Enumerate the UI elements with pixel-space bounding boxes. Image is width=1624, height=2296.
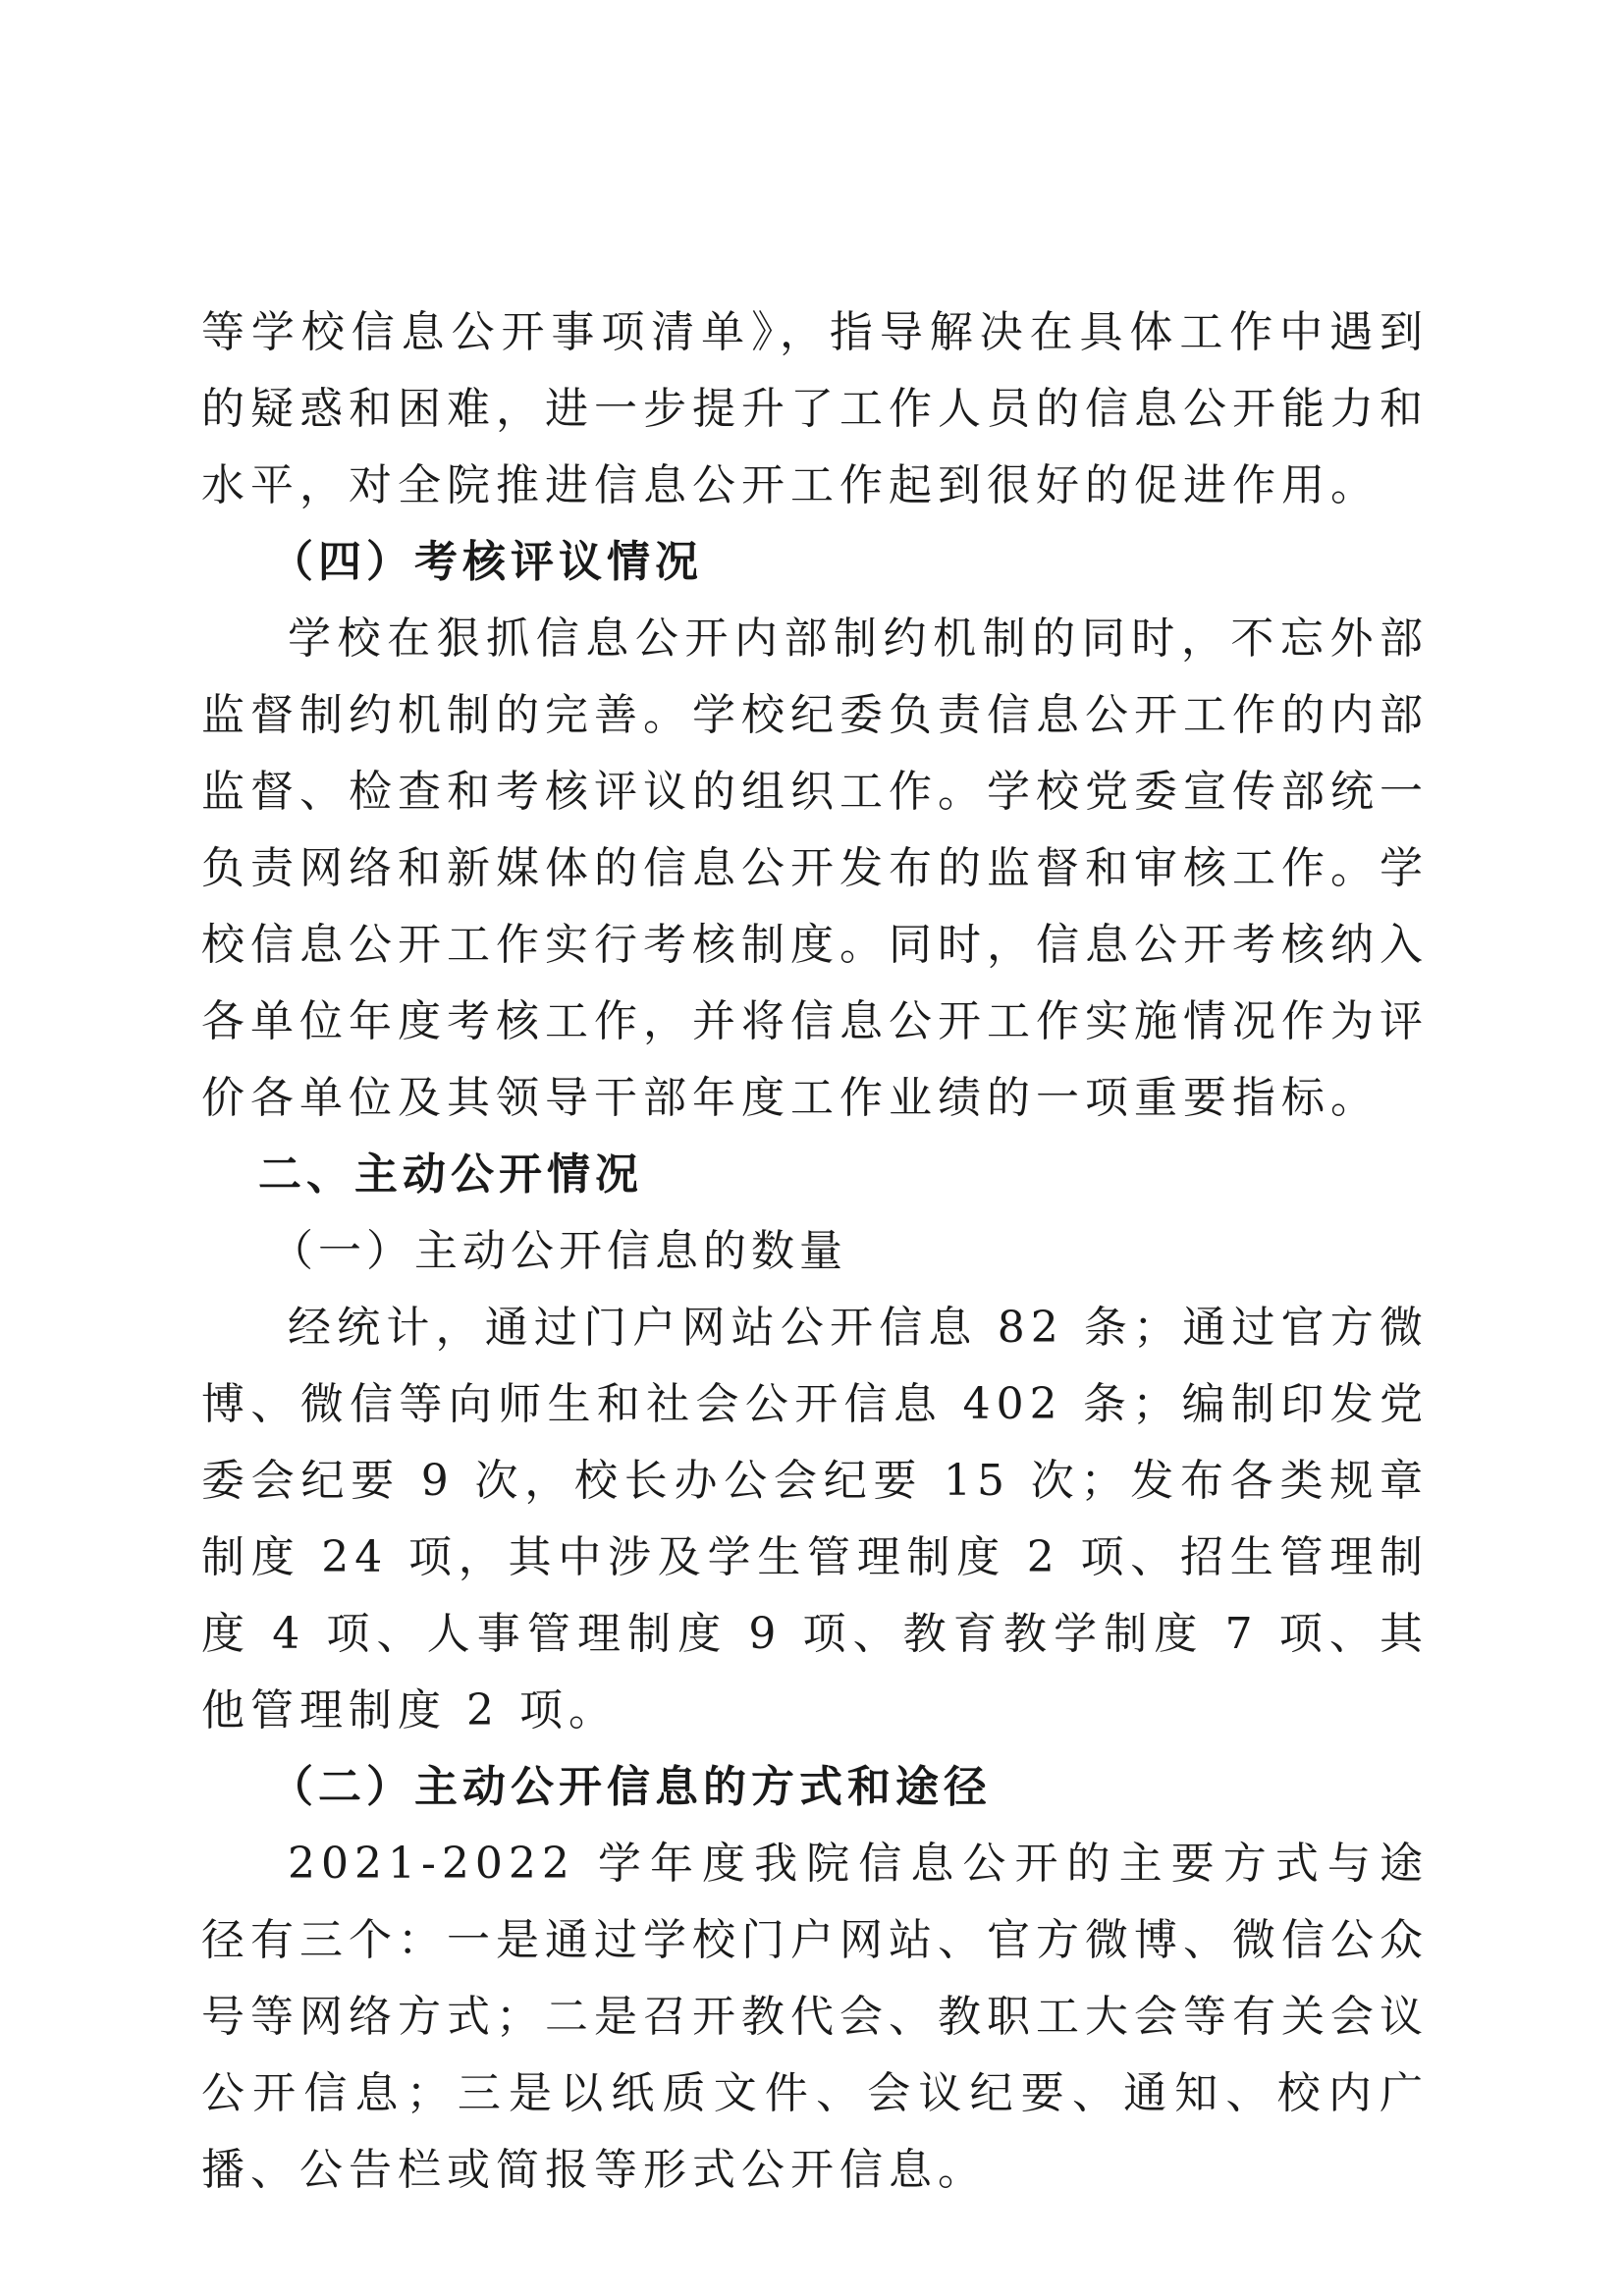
paragraph-quantity: 经统计，通过门户网站公开信息 82 条；通过官方微博、微信等向师生和社会公开信息 402 条；编制印发党委会纪要 9 次，校长办公会纪要 15 次；发布各类规章制度 24 项，其中涉及学生管理制度 2 项、招生管理制度 4 项、人事管理制度 9 项、教育教学制度 7 项、其他管理制度 2 项。 bbox=[201, 1303, 1429, 1735]
paragraph-methods: 2021-2022 学年度我院信息公开的主要方式与途径有三个：一是通过学校门户网站、官方微博、微信公众号等网络方式；二是召开教代会、教职工大会等有关会议公开信息；三是以纸质文件、会议纪要、通知、校内广播、公告栏或简报等形式公开信息。 bbox=[201, 1839, 1429, 2195]
section-heading-methods: （二）主动公开信息的方式和途径 bbox=[270, 1762, 992, 1812]
chapter-heading-active-disclosure: 二、主动公开情况 bbox=[258, 1149, 643, 1200]
paragraph-continued: 等学校信息公开事项清单》，指导解决在具体工作中遇到的疑惑和困难，进一步提升了工作人员的信息公开能力和水平，对全院推进信息公开工作起到很好的促进作用。 bbox=[201, 307, 1429, 510]
section-heading-assessment: （四）考核评议情况 bbox=[270, 537, 703, 587]
document-body bbox=[201, 294, 1429, 2209]
section-heading-quantity: （一）主动公开信息的数量 bbox=[270, 1226, 847, 1276]
paragraph-assessment: 学校在狠抓信息公开内部制约机制的同时，不忘外部监督制约机制的完善。学校纪委负责信息公开工作的内部监督、检查和考核评议的组织工作。学校党委宣传部统一负责网络和新媒体的信息公开发布的监督和审核工作。学校信息公开工作实行考核制度。同时，信息公开考核纳入各单位年度考核工作，并将信息公开工作实施情况作为评价各单位及其领导干部年度工作业绩的一项重要指标。 bbox=[201, 614, 1429, 1123]
